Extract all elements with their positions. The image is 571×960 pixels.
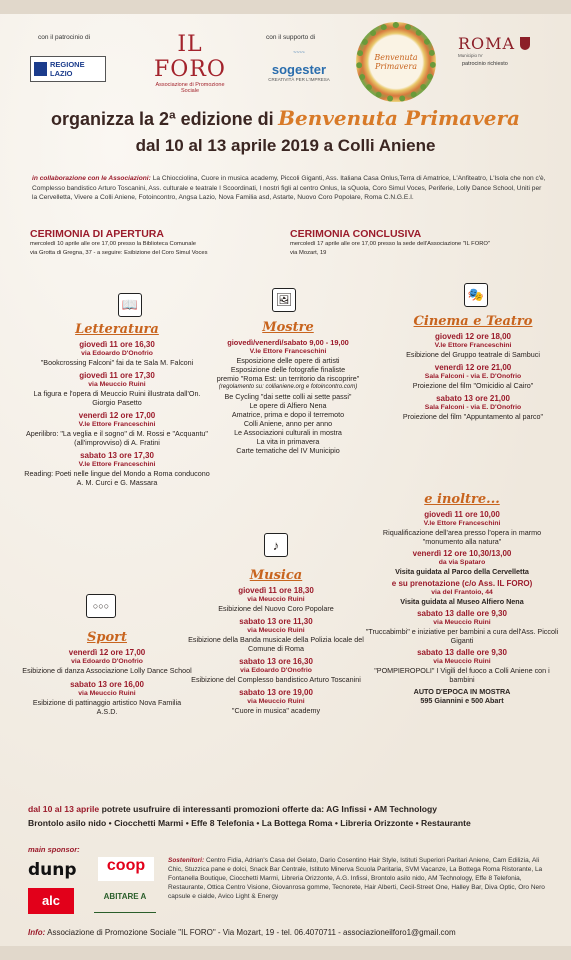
event-desc: La figura e l'opera di Meuccio Ruini illustrata dall'On. Giorgio Pasetto [33,389,201,407]
closing-title: CERIMONIA CONCLUSIVA [290,228,422,240]
event-when: giovedì 11 ore 18,30 [238,586,314,595]
foro-subtitle: Associazione di Promozione Sociale [155,82,225,94]
inoltre-event [362,549,562,576]
opening-ceremony [30,228,290,257]
event-when: giovedì 11 ore 10,00 [424,510,500,519]
event-desc: Esibizione del Gruppo teatrale di Sambuci [406,350,540,359]
event-when: e su prenotazione (c/o Ass. IL FORO) [391,579,533,588]
event-where: via del Frantoio, 44 [431,589,493,596]
opening-line1: mercoledì 10 aprile alle ore 17,00 presso la Biblioteca Comunale [30,241,196,247]
mostre-line: La vita in primavera [256,437,320,446]
event-when: venerdì 12 ore 17,00 [78,411,156,420]
mostre-line: (regolamento su: collianiene.org e fotoincontro.com) [218,384,358,390]
event-where: via Edoardo D'Onofrio [81,350,153,357]
alc-logo: alc [28,888,74,914]
event-desc: "Truccabimbi" e iniziative per bambini a cura dell'Ass. Piccoli Giganti [365,627,559,645]
roma-shield-icon [520,37,530,50]
musica-event [186,657,366,684]
event-where: via Edoardo D'Onofrio [71,658,143,665]
abitare-logo: ABITARE A [94,892,156,913]
musica-title: Musica [249,568,303,583]
inoltre-event [362,648,562,684]
info-text: Associazione di Promozione Sociale "IL FORO" - Via Mozart, 19 - tel. 06.4070711 - associazioneilforo1@gmail.com [47,928,456,937]
event-where: V.le Ettore Franceschini [434,342,512,349]
inoltre-event [362,579,562,606]
mostre-line: Carte tematiche del IV Municipio [236,446,340,455]
inoltre-section [362,490,562,705]
event-where: via Meuccio Ruini [78,690,136,697]
event-desc: Esibizione di pattinaggio artistico Nova Familia A.S.D. [32,698,182,716]
promo-line2: Brontolo asilo nido • Ciocchetti Marmi • Effe 8 Telefonia • La Bottega Roma • Libreria Orizzonte • Restaurante [28,818,471,828]
mostre-when: giovedì/venerdì/sabato 9,00 - 19,00 [227,338,349,347]
musica-section [186,566,366,715]
event-where: via Meuccio Ruini [433,619,491,626]
cinema-event [388,394,558,421]
auto-epoca-sub: 595 Giannini e 500 Abart [420,696,504,705]
event-when: sabato 13 ore 19,00 [239,688,313,697]
event-desc: Visita guidata al Parco della Cervelletta [395,567,529,576]
event-when: sabato 13 ore 17,30 [80,451,154,460]
roma-sub2: patrocinio richiesto [462,61,508,67]
closing-line1: mercoledì 17 aprile alle ore 17,00 presso la sede dell'Associazione "IL FORO" [290,241,490,247]
event-desc: Esibizione della Banda musicale della Polizia locale del Comune di Roma [188,635,364,653]
info-label: Info: [28,928,46,937]
collab-text: La Chiocciolina, Cuore in musica academy, Piccoli Giganti, Ass. Italiana Casa Onlus,Terra di Amatrice, L'Anfiteatro, L'Isola che non c'è, Complesso bandistico Arturo Toscanini, Ass. culturale e teatrale I Scoordinati, I nostri figli al centro Onlus, la sQuola, Coro Simul Voces, Periferie, Lolly Dance School, Uniti per la Cervelletta, Vivere a Colli Aniene, Fotoincontro, Angsa Lazio, Nova Familia asd, Astarte, Nuovo Coro Popolare, Roma C.N.G.E.I. [32,175,546,201]
sport-event [22,648,192,675]
inoltre-event [362,510,562,546]
event-when: sabato 13 dalle ore 9,30 [417,609,507,618]
foro-logo-text: IL FORO [154,32,226,82]
closing-line2: via Mozart, 19 [290,249,327,256]
event-where: via Meuccio Ruini [247,596,305,603]
event-where: Sala Falconi - via E. D'Onofrio [424,373,522,380]
event-where: V.le Ettore Franceschini [423,520,501,527]
event-when: sabato 13 ore 16,00 [70,680,144,689]
cinema-event [388,332,558,359]
event-where: via Meuccio Ruini [433,658,491,665]
letteratura-event [22,340,212,367]
sogester-tagline: CREATIVITÀ PER L'IMPRESA [268,77,330,82]
event-when: venerdì 12 ore 17,00 [68,648,146,657]
letteratura-event [22,411,212,447]
event-when: venerdì 12 ore 10,30/13,00 [412,549,512,558]
headline-line2: dal 10 al 13 aprile 2019 a Colli Aniene [135,136,436,155]
easel-icon: 🖼 [272,288,296,312]
opening-line2: via Grotta di Gregna, 37 - a seguire: Esibizione del Coro Simul Voces [30,249,208,256]
event-when: giovedì 11 ore 16,30 [79,340,155,349]
event-where: via Meuccio Ruini [247,698,305,705]
sostenitori-block [168,856,554,901]
event-where: via Meuccio Ruini [88,381,146,388]
event-where: Sala Falconi - via E. D'Onofrio [424,404,522,411]
event-desc: "Bookcrossing Falconi" fai da te Sala M. Falconi [40,358,194,367]
event-when: giovedì 11 ore 17,30 [79,371,155,380]
event-when: sabato 13 ore 21,00 [436,394,510,403]
mostre-line: Le opere di Alfiero Nena [249,401,327,410]
event-desc: Riqualificazione dell'area presso l'opera in marmo "monumento alla natura" [382,528,542,546]
event-when: sabato 13 dalle ore 9,30 [417,648,507,657]
mostre-line: Esposizione delle fotografie finaliste [230,365,346,374]
cinema-title: Cinema e Teatro [413,314,533,329]
sport-title: Sport [86,630,127,645]
mostre-section [208,318,368,455]
olympic-rings-icon: ○○○ [86,594,116,618]
opening-title: CERIMONIA DI APERTURA [30,228,164,240]
roma-logo [458,34,548,67]
sogester-wave-icon: ~~~~ [293,50,305,56]
event-where: via Edoardo D'Onofrio [240,667,312,674]
sostenitori-label: Sostenitori: [168,857,205,864]
letteratura-section [22,320,212,487]
sogester-text: sogester [271,62,327,77]
event-desc: Esibizione di danza Associazione Lolly Dance School [22,666,192,675]
patrocinio-label: con il patrocinio di [38,34,91,41]
theatre-masks-icon: 🎭 [464,283,488,307]
letteratura-event [22,371,212,407]
sostenitori-text: Centro Fidia, Adrian's Casa del Gelato, Dario Cosentino Hair Style, Istituti Superiori Paritari Aniene, Cam Edilizia, Ali Chic, Stuzzica pane e dolci, Snack Bar Centrale, Istituto Minerva Scuola Paritaria, SVM Vacanze, La Bottega Roma Ristorante, La Fontanella Boutique, Ciocchetti Marmi, Libreria Orizzonte, A.G. Infissi, Brontolo asilo nido, AM Technology, Effe 8 Telefonia, Restaurante, Ottica Centro Visione, Giovanrosa gomme, Tecnorete, Hair Alberti, Cecil-Street One, Halley Bar, Diva Optic, Oro Nero capsule e cialde, Avico Light & Energy [168,857,545,900]
headline-brand: Benvenuta Primavera [278,106,521,130]
event-when: venerdì 12 ore 21,00 [434,363,512,372]
event-desc: "Cuore in musica" academy [231,706,321,715]
dunp-logo: dunp [28,860,77,880]
event-desc: Esibizione del Nuovo Coro Popolare [218,604,334,613]
headline-prefix: organizza la 2ª edizione di [50,109,274,129]
event-desc: Reading: Poeti nelle lingue del Mondo a Roma conducono A. M. Curci e G. Massara [24,469,210,487]
sport-section [22,628,192,716]
inoltre-title: e inoltre... [424,492,500,507]
event-desc: Proiezione del film "Appuntamento al parco" [402,412,544,421]
event-where: V.le Ettore Franceschini [78,461,156,468]
mostre-line: premio "Roma Est: un territorio da riscoprire" [216,374,360,383]
roma-text: ROMA [458,34,516,53]
collaboration-paragraph [32,174,548,203]
promo-line1: potrete usufruire di interessanti promozioni offerte da: AG Infissi • AM Technology [101,804,438,814]
event-when: giovedì 12 ore 18,00 [434,332,512,341]
musica-event [186,688,366,715]
wreath-text: Benvenuta Primavera [374,53,418,71]
bottom-edge [0,946,571,960]
event-where: V.le Ettore Franceschini [78,421,156,428]
event-desc: Proiezione del film "Omicidio al Cairo" [412,381,534,390]
info-line [28,928,558,937]
mostre-line: Be Cycling "dai sette colli ai sette passi" [224,392,352,401]
headline-line1 [0,106,571,130]
event-desc: Visita guidata al Museo Alfiero Nena [400,597,524,606]
promo-block [28,802,558,830]
collab-label: in collaborazione con le Associazioni: [32,175,151,182]
regione-lazio-logo [30,56,106,82]
letteratura-event [22,451,212,487]
mostre-line: Amatrice, prima e dopo il terremoto [231,410,345,419]
event-desc: Esibizione del Complesso bandistico Arturo Toscanini [191,675,361,684]
music-note-icon: ♪ [264,533,288,557]
event-when: sabato 13 ore 16,30 [239,657,313,666]
mostre-line: Le Associazioni culturali in mostra [234,428,342,437]
cinema-section [388,312,558,421]
musica-event [186,617,366,653]
mostre-title: Mostre [262,320,314,335]
mostre-line: Esposizione delle opere di artisti [236,356,340,365]
inoltre-event [362,609,562,645]
promo-dates: dal 10 al 13 aprile [28,804,100,814]
musica-event [186,586,366,613]
regione-emblem-icon [34,62,47,76]
event-where: via Meuccio Ruini [247,627,305,634]
mostre-where: V.le Ettore Franceschini [249,348,327,355]
top-edge [0,0,571,14]
event-desc: Aperilibro: "La veglia e il sogno" di M. Rossi e "Acquantu" (all'improvviso) di A. Fratini [25,429,208,447]
main-sponsor-label: main sponsor: [28,845,80,854]
letteratura-title: Letteratura [75,322,159,337]
event-where: da via Spataro [438,559,486,566]
benvenuta-wreath-logo [356,22,436,102]
coop-logo: coop [98,857,154,881]
supporto-label: con il supporto di [266,34,316,41]
sogester-logo [258,50,340,82]
auto-epoca-title: AUTO D'EPOCA IN MOSTRA [413,687,511,696]
mostre-line: Colli Aniene, anno per anno [243,419,333,428]
sport-event [22,680,192,716]
closing-ceremony [290,228,550,257]
roma-sub: Municipio IV [458,53,483,58]
regione-logo-text: REGIONE LAZIO [50,60,85,78]
il-foro-logo [150,32,230,94]
cinema-event [388,363,558,390]
event-when: sabato 13 ore 11,30 [239,617,313,626]
book-icon: 📖 [118,293,142,317]
event-desc: "POMPIEROPOLI" I Vigili del fuoco a Colli Aniene con i bambini [374,666,550,684]
